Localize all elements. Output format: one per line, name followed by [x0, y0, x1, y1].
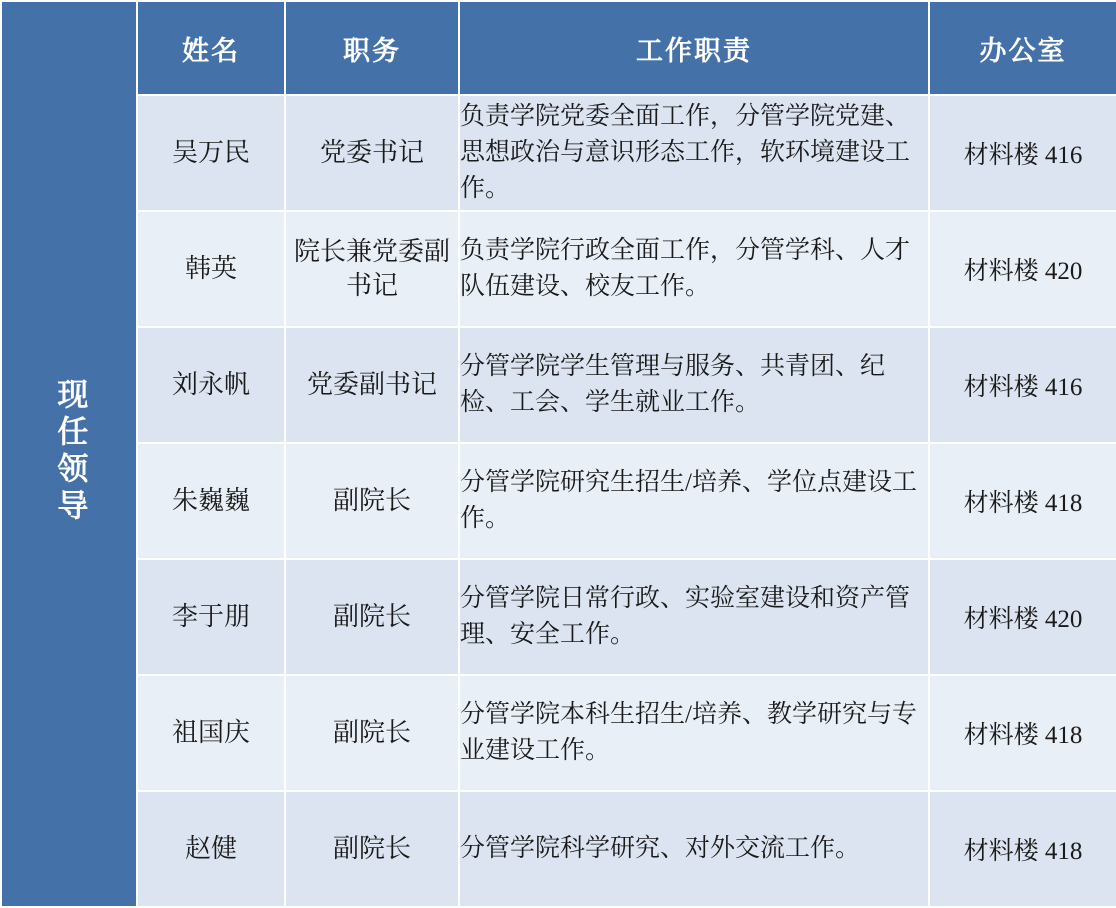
column-header-post: 职务	[285, 1, 459, 95]
cell-post: 党委副书记	[285, 327, 459, 443]
cell-duty: 分管学院学生管理与服务、共青团、纪检、工会、学生就业工作。	[459, 327, 929, 443]
cell-office: 材料楼 420	[929, 211, 1116, 327]
cell-office: 材料楼 420	[929, 559, 1116, 675]
cell-name: 李于朋	[137, 559, 285, 675]
table-row	[1, 559, 1116, 675]
table-row	[1, 443, 1116, 559]
cell-duty: 分管学院研究生招生/培养、学位点建设工作。	[459, 443, 929, 559]
cell-duty: 负责学院党委全面工作，分管学院党建、思想政治与意识形态工作，软环境建设工作。	[459, 95, 929, 211]
cell-office: 材料楼 418	[929, 675, 1116, 791]
column-header-duty: 工作职责	[459, 1, 929, 95]
cell-post: 副院长	[285, 675, 459, 791]
cell-name: 韩英	[137, 211, 285, 327]
cell-post: 副院长	[285, 791, 459, 907]
cell-duty: 分管学院科学研究、对外交流工作。	[459, 791, 929, 907]
side-header-cell	[1, 1, 137, 907]
cell-post: 副院长	[285, 443, 459, 559]
cell-duty: 负责学院行政全面工作，分管学科、人才队伍建设、校友工作。	[459, 211, 929, 327]
cell-duty: 分管学院日常行政、实验室建设和资产管理、安全工作。	[459, 559, 929, 675]
cell-post: 党委书记	[285, 95, 459, 211]
cell-name: 祖国庆	[137, 675, 285, 791]
cell-office: 材料楼 418	[929, 791, 1116, 907]
cell-post: 院长兼党委副书记	[285, 211, 459, 327]
cell-office: 材料楼 418	[929, 443, 1116, 559]
table-row	[1, 327, 1116, 443]
table-header-row	[1, 1, 1116, 95]
cell-office: 材料楼 416	[929, 95, 1116, 211]
side-header-label: 现任领导	[52, 377, 88, 526]
table-row	[1, 675, 1116, 791]
table-row	[1, 95, 1116, 211]
table-row	[1, 791, 1116, 907]
cell-name: 刘永帆	[137, 327, 285, 443]
cell-post: 副院长	[285, 559, 459, 675]
cell-office: 材料楼 416	[929, 327, 1116, 443]
cell-name: 吴万民	[137, 95, 285, 211]
table-row	[1, 211, 1116, 327]
cell-name: 赵健	[137, 791, 285, 907]
cell-duty: 分管学院本科生招生/培养、教学研究与专业建设工作。	[459, 675, 929, 791]
cell-name: 朱巍巍	[137, 443, 285, 559]
column-header-office: 办公室	[929, 1, 1116, 95]
column-header-name: 姓名	[137, 1, 285, 95]
